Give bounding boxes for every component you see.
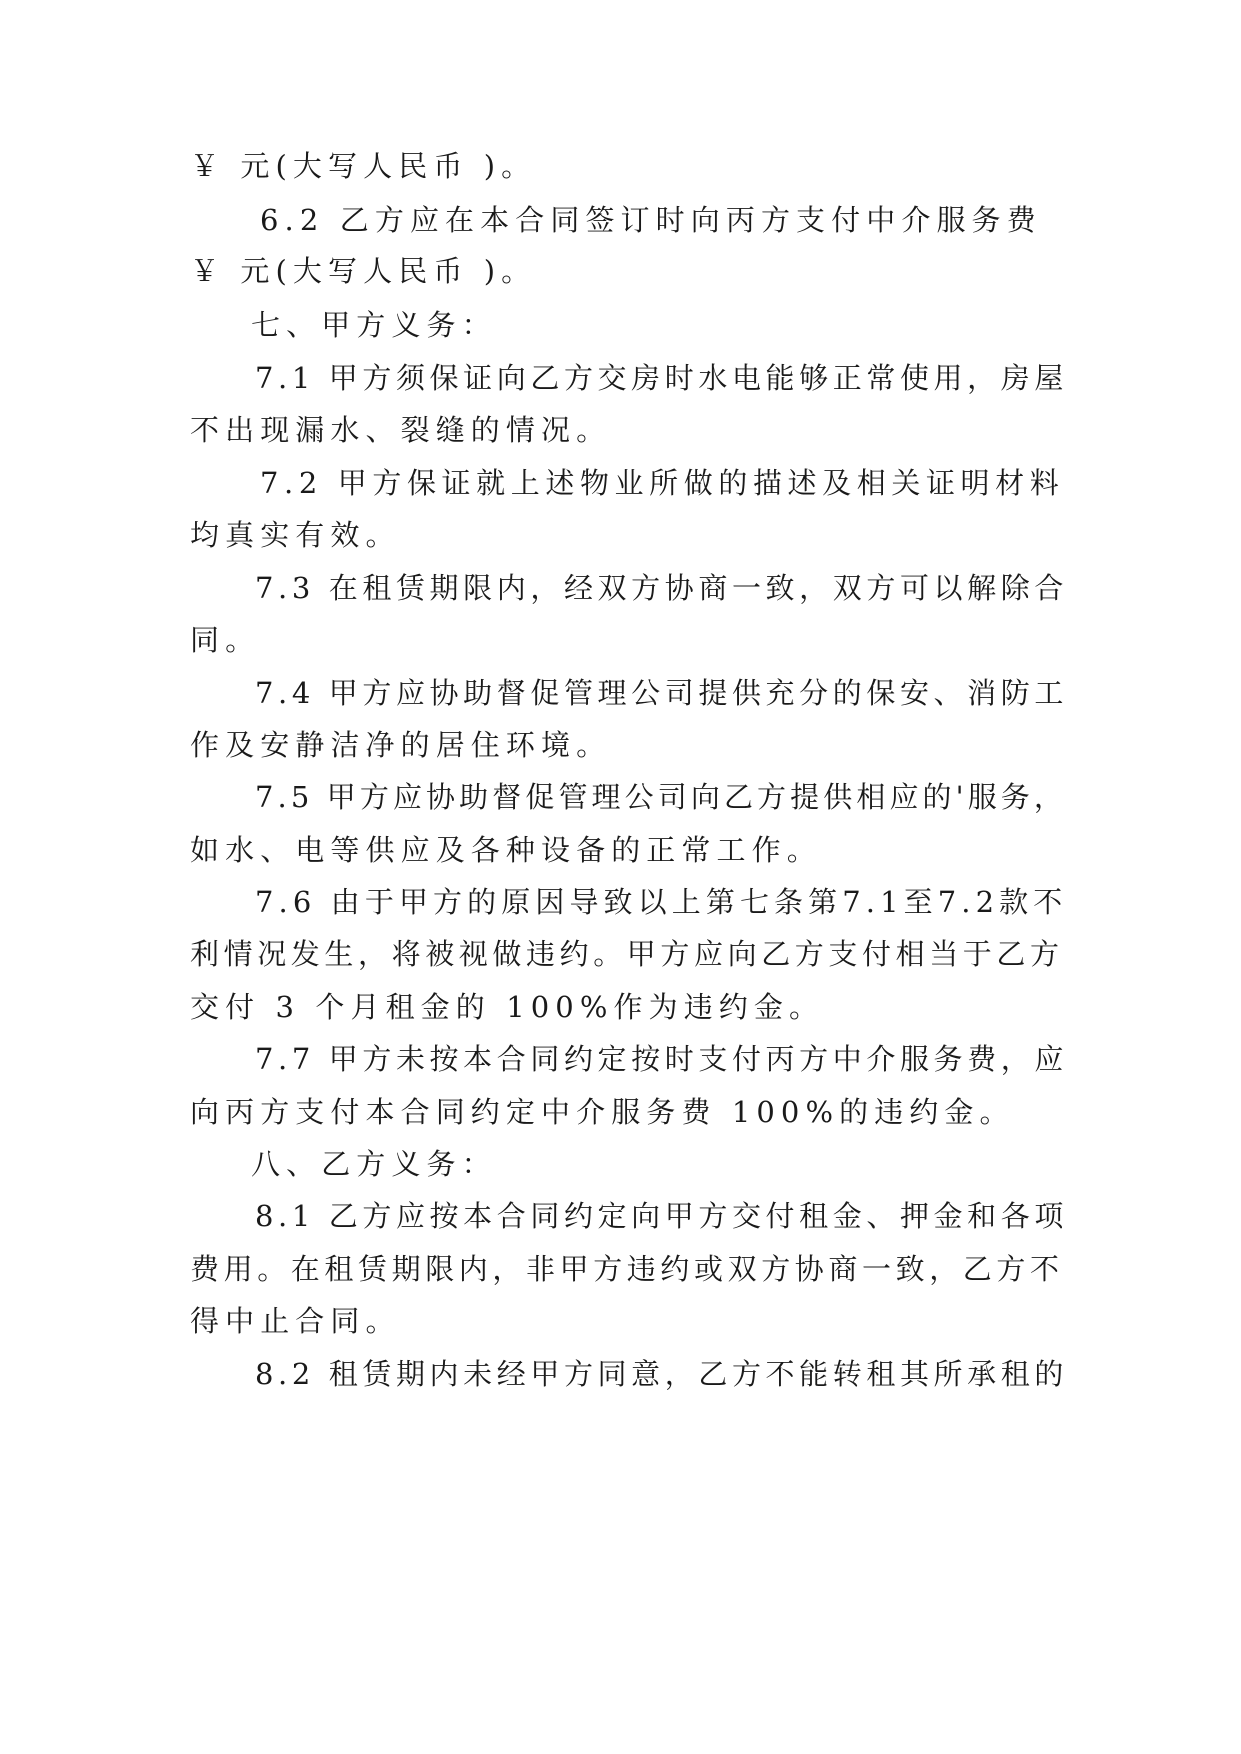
clause-7-6: 7.6 由于甲方的原因导致以上第七条第7.1至7.2款不 bbox=[255, 885, 1068, 919]
section-heading-8: 八、乙方义务： bbox=[251, 1147, 497, 1181]
text-line: ￥ 元(大写人民币 )。 bbox=[190, 149, 537, 183]
text-line: 交付 3 个月租金的 100%作为违约金。 bbox=[190, 990, 825, 1024]
text-line: 向丙方支付本合同约定中介服务费 100%的违约金。 bbox=[190, 1095, 1015, 1129]
clause-7-7: 7.7 甲方未按本合同约定按时支付丙方中介服务费，应 bbox=[255, 1042, 1068, 1076]
text-line: 得中止合同。 bbox=[190, 1304, 401, 1338]
text-line: 同。 bbox=[190, 623, 261, 657]
text-line: ￥ 元(大写人民币 )。 bbox=[190, 254, 537, 288]
clause-7-3: 7.3 在租赁期限内，经双方协商一致，双方可以解除合 bbox=[255, 571, 1068, 605]
text-line: 不出现漏水、裂缝的情况。 bbox=[190, 413, 612, 447]
clause-8-1: 8.1 乙方应按本合同约定向甲方交付租金、押金和各项 bbox=[255, 1199, 1068, 1233]
text-line: 如水、电等供应及各种设备的正常工作。 bbox=[190, 833, 822, 867]
text-line: 费用。在租赁期限内，非甲方违约或双方协商一致，乙方不 bbox=[190, 1252, 1064, 1286]
clause-7-2: 7.2 甲方保证就上述物业所做的描述及相关证明材料 bbox=[260, 466, 1065, 500]
clause-7-1: 7.1 甲方须保证向乙方交房时水电能够正常使用，房屋 bbox=[255, 361, 1068, 395]
section-heading-7: 七、甲方义务： bbox=[251, 308, 497, 342]
text-line: 均真实有效。 bbox=[190, 518, 401, 552]
text-line: 作及安静洁净的居住环境。 bbox=[190, 728, 612, 762]
text-line: 利情况发生，将被视做违约。甲方应向乙方支付相当于乙方 bbox=[190, 937, 1064, 971]
clause-7-4: 7.4 甲方应协助督促管理公司提供充分的保安、消防工 bbox=[255, 676, 1068, 710]
clause-8-2: 8.2 租赁期内未经甲方同意，乙方不能转租其所承租的 bbox=[255, 1357, 1068, 1391]
clause-6-2: 6.2 乙方应在本合同签订时向丙方支付中介服务费 bbox=[260, 203, 1042, 237]
clause-7-5: 7.5 甲方应协助督促管理公司向乙方提供相应的'服务， bbox=[255, 780, 1068, 814]
